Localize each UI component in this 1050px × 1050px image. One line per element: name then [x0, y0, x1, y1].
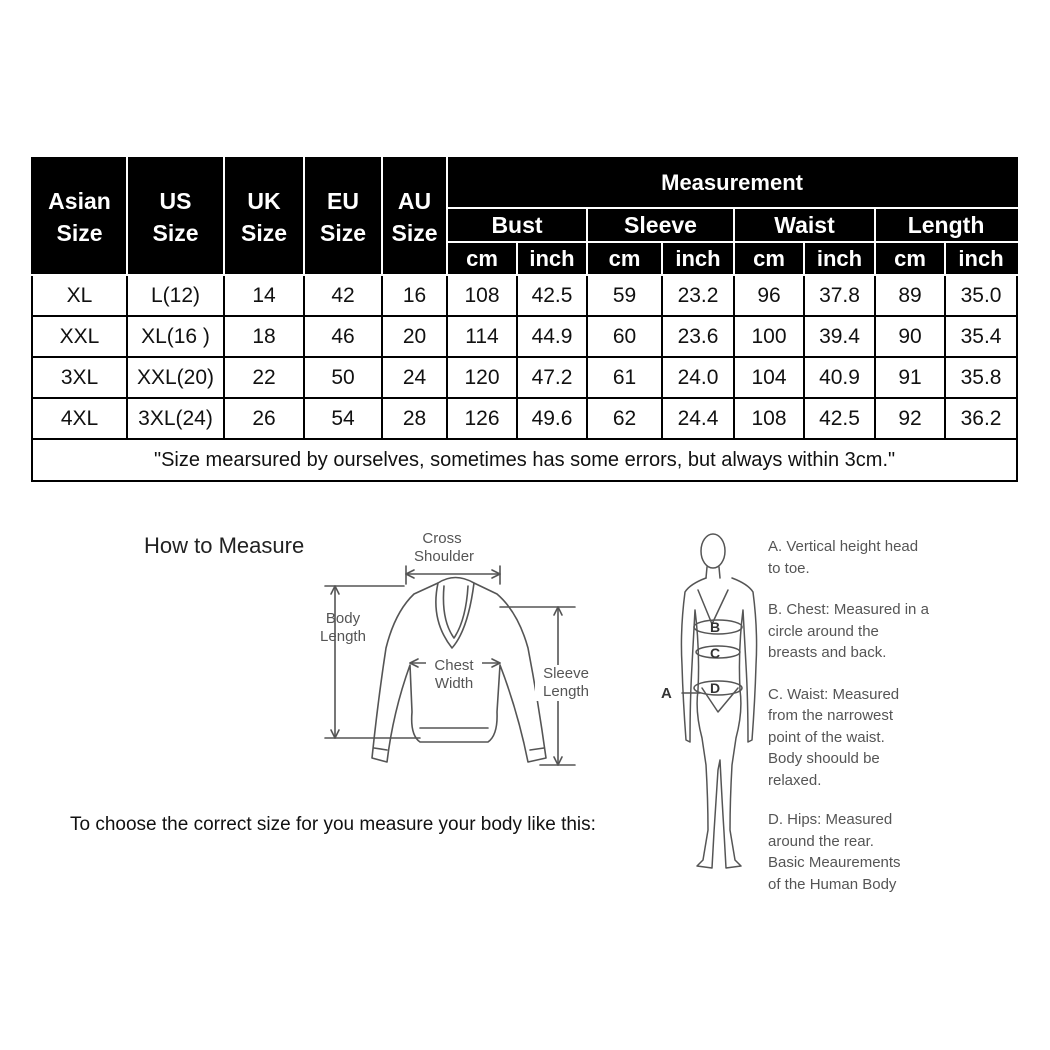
- table-cell: 3XL(24): [127, 398, 224, 439]
- note-height: A. Vertical height head to toe.: [768, 538, 919, 577]
- table-cell: 108: [447, 275, 517, 316]
- table-cell: 42.5: [804, 398, 875, 439]
- table-cell: 4XL: [32, 398, 127, 439]
- table-cell: 104: [734, 357, 804, 398]
- measurement-notes: [768, 536, 1038, 915]
- body-label-a: A: [661, 685, 672, 702]
- table-cell: 89: [875, 275, 945, 316]
- table-cell: 120: [447, 357, 517, 398]
- header-au-size: AU Size: [382, 158, 447, 275]
- table-cell: XXL(20): [127, 357, 224, 398]
- table-cell: 3XL: [32, 357, 127, 398]
- header-us-size: US Size: [127, 158, 224, 275]
- header-unit: inch: [804, 242, 875, 275]
- body-label-c: C: [710, 645, 721, 661]
- note-chest: B. Chest: Measured in a circle around the breasts and back.: [768, 601, 929, 661]
- table-cell: 61: [587, 357, 662, 398]
- table-cell: 114: [447, 316, 517, 357]
- table-cell: 42: [304, 275, 382, 316]
- table-cell: 23.6: [662, 316, 734, 357]
- table-cell: 91: [875, 357, 945, 398]
- table-cell: 36.2: [945, 398, 1017, 439]
- table-cell: 60: [587, 316, 662, 357]
- table-cell: 35.0: [945, 275, 1017, 316]
- header-sleeve: Sleeve: [587, 208, 734, 242]
- table-cell: 50: [304, 357, 382, 398]
- table-cell: 42.5: [517, 275, 587, 316]
- table-cell: 16: [382, 275, 447, 316]
- table-cell: 22: [224, 357, 304, 398]
- header-unit: inch: [517, 242, 587, 275]
- header-eu-size: EU Size: [304, 158, 382, 275]
- table-cell: 108: [734, 398, 804, 439]
- header-waist: Waist: [734, 208, 875, 242]
- body-length-label: Body Length: [320, 610, 366, 645]
- table-cell: 59: [587, 275, 662, 316]
- header-unit: inch: [945, 242, 1017, 275]
- choose-size-instruction: To choose the correct size for you measure your body like this:: [70, 814, 596, 835]
- table-cell: 100: [734, 316, 804, 357]
- table-cell: 35.4: [945, 316, 1017, 357]
- header-asian-size: Asian Size: [32, 158, 127, 275]
- header-bust: Bust: [447, 208, 587, 242]
- header-unit: inch: [662, 242, 734, 275]
- table-cell: 39.4: [804, 316, 875, 357]
- table-cell: 24.0: [662, 357, 734, 398]
- table-cell: 96: [734, 275, 804, 316]
- table-cell: 62: [587, 398, 662, 439]
- table-cell: 54: [304, 398, 382, 439]
- table-cell: 44.9: [517, 316, 587, 357]
- table-cell: 28: [382, 398, 447, 439]
- table-cell: 92: [875, 398, 945, 439]
- cross-shoulder-label: Cross Shoulder: [414, 530, 475, 565]
- table-cell: 37.8: [804, 275, 875, 316]
- table-cell: 35.8: [945, 357, 1017, 398]
- sleeve-length-label: Sleeve Length: [535, 665, 597, 701]
- table-cell: XL(16 ): [127, 316, 224, 357]
- table-cell: 20: [382, 316, 447, 357]
- note-hips: D. Hips: Measured around the rear. Basic Meaurements of the Human Body: [768, 811, 901, 893]
- header-length: Length: [875, 208, 1017, 242]
- header-measurement: Measurement: [447, 158, 1017, 208]
- table-cell: 126: [447, 398, 517, 439]
- table-cell: 24: [382, 357, 447, 398]
- body-label-b: B: [710, 619, 721, 635]
- chest-width-label: Chest Width: [426, 657, 482, 693]
- table-cell: L(12): [127, 275, 224, 316]
- header-unit: cm: [875, 242, 945, 275]
- table-cell: XL: [32, 275, 127, 316]
- body-label-d: D: [710, 680, 721, 696]
- table-cell: XXL: [32, 316, 127, 357]
- header-unit: cm: [447, 242, 517, 275]
- table-cell: 40.9: [804, 357, 875, 398]
- note-waist: C. Waist: Measured from the narrowest point of the waist. Body shoould be relaxed.: [768, 685, 900, 789]
- header-unit: cm: [734, 242, 804, 275]
- table-cell: 18: [224, 316, 304, 357]
- table-cell: 23.2: [662, 275, 734, 316]
- header-unit: cm: [587, 242, 662, 275]
- table-cell: 24.4: [662, 398, 734, 439]
- table-cell: 46: [304, 316, 382, 357]
- table-note: "Size mearsured by ourselves, sometimes has some errors, but always within 3cm.": [32, 439, 1017, 481]
- header-uk-size: UK Size: [224, 158, 304, 275]
- table-cell: 14: [224, 275, 304, 316]
- how-to-measure-title: How to Measure: [144, 533, 305, 558]
- table-cell: 47.2: [517, 357, 587, 398]
- table-cell: 26: [224, 398, 304, 439]
- table-cell: 49.6: [517, 398, 587, 439]
- table-cell: 90: [875, 316, 945, 357]
